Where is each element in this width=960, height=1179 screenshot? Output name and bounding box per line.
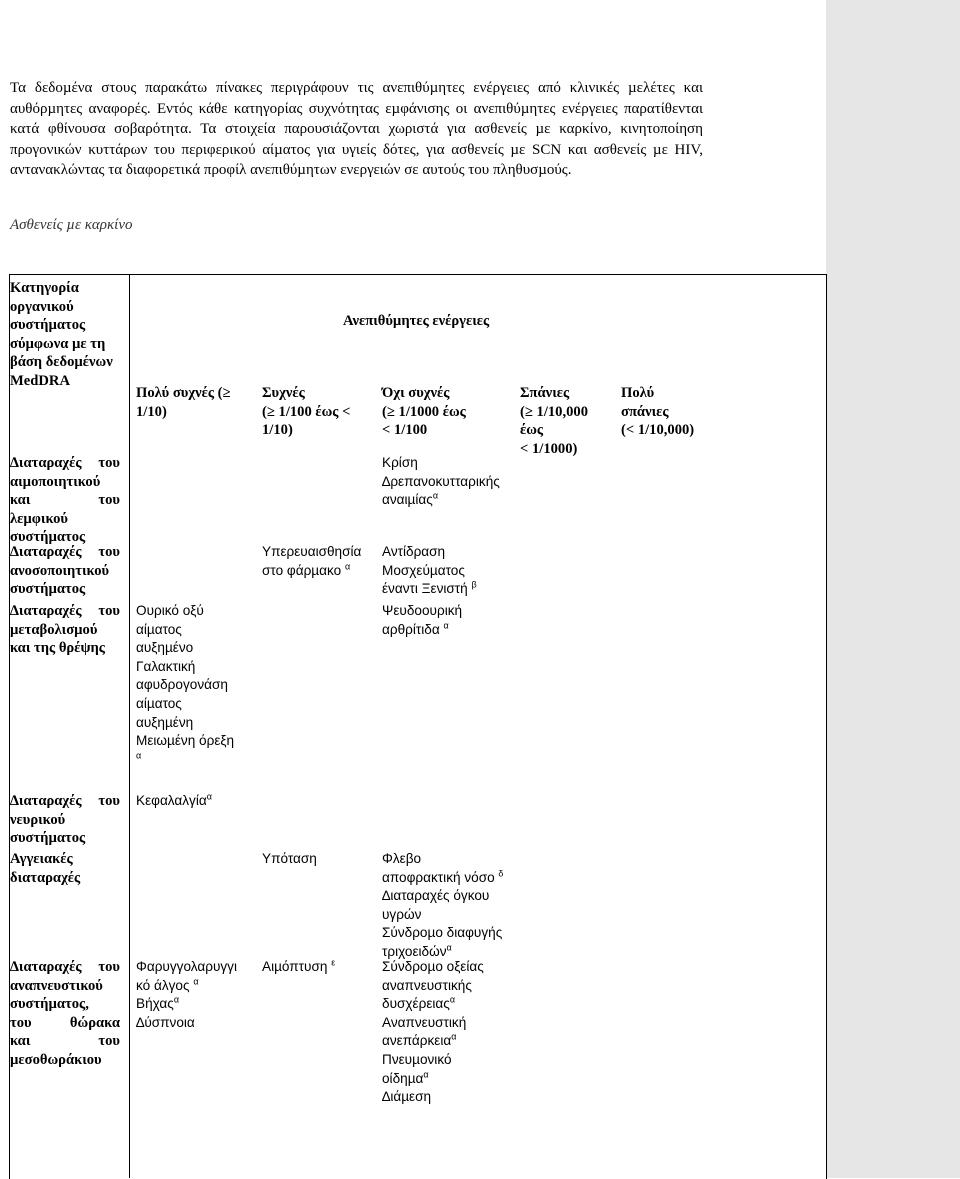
ae-line: αυξηµένο: [136, 640, 194, 656]
header-line: 1/10): [262, 422, 293, 439]
table-divider: [129, 274, 130, 1178]
footnote-mark: β: [471, 579, 477, 590]
ae-line: Αναπνευστική: [382, 1014, 467, 1030]
metabolism-very-common: [136, 602, 234, 769]
soc-line: νευρικού: [10, 811, 66, 828]
footnote-mark: α: [344, 561, 351, 572]
ae-text: οίδηµα: [382, 1070, 424, 1086]
vascular-common: [262, 850, 317, 869]
ae-text: έναντι Ξενιστή: [382, 581, 468, 597]
ae-text: ανεπάρκεια: [382, 1033, 452, 1049]
intro-paragraph: Τα δεδοµένα στους παρακάτω πίνακες περιγράφουν τις ανεπιθύµητες ενέργειες από κλινικές µελέτες και αυθόρµητες αναφορές. Εντός κάθε κατηγορίας συχνότητας εµφάνισης οι ανεπιθύµητες ενέργειες παρατίθενται κατά φθίνουσα σοβαρότητα. Τα στοιχεία παρουσιάζονται χωριστά για ασθενείς µε καρκίνο, κινητοποίηση προγονικών κυττάρων του περιφερικού αίµατος για υγιείς δότες, για ασθενείς µε SCN και ασθενείς µε HIV, αντανακλώντας τα διαφορετικά προφίλ ανεπιθύµητων ενεργειών σε αυτούς του πληθυσµούς.: [10, 80, 703, 179]
ae-line: Φαρυγγολαρυγγι: [136, 959, 237, 974]
soc-line: του θώρακα: [10, 1014, 120, 1031]
ae-line: [382, 995, 484, 1014]
header-line: 1/10): [136, 403, 167, 420]
header-line: (≥ 1/100 έως <: [262, 403, 351, 420]
footnote-mark: α: [136, 750, 142, 761]
footnote-mark: α: [451, 1031, 457, 1042]
frequency-rare-header: [520, 384, 612, 458]
soc-vascular: [10, 850, 120, 887]
respiratory-common: [262, 958, 335, 977]
ae-line: Ψευδοουρική: [382, 603, 463, 618]
ae-line: [382, 869, 503, 888]
vascular-uncommon: [382, 850, 503, 962]
ae-line: [382, 491, 500, 510]
header-line: < 1/1000): [520, 440, 578, 457]
footnote-mark: α: [446, 942, 452, 953]
ae-line: Υπερευαισθησία: [262, 544, 362, 559]
header-line: Πολύ: [621, 385, 655, 401]
soc-immune: [10, 543, 120, 599]
soc-line: αιµοποιητικού: [10, 473, 101, 490]
ae-line: Κρίση: [382, 455, 418, 470]
frequency-uncommon-header: [382, 384, 507, 440]
ae-line: Μειωµένη όρεξη: [136, 733, 235, 749]
soc-header-line: Κατηγορία: [10, 280, 79, 296]
soc-line: µεσοθωράκιου: [10, 1051, 102, 1068]
ae-line: αίµατος: [136, 621, 182, 637]
ae-line: [136, 792, 212, 811]
header-line: Σπάνιες: [520, 385, 570, 401]
ae-text: κό άλγος: [136, 977, 190, 993]
soc-nervous: [10, 792, 120, 848]
ae-text: αρθρίτιδα: [382, 621, 440, 637]
soc-header-line: σύµφωνα µε τη: [10, 335, 106, 352]
ae-text: αποφρακτική νόσο: [382, 869, 495, 885]
soc-header: [10, 279, 122, 391]
ae-text: στο φάρµακο: [262, 562, 342, 578]
ae-line: ∆ιαταραχές όγκου: [382, 888, 490, 904]
ae-line: [382, 1070, 484, 1089]
frequency-very-rare-header: [621, 384, 721, 440]
footnote-mark: α: [443, 620, 449, 631]
ae-text: Αιµόπτυση: [262, 959, 328, 974]
respiratory-very-common: [136, 958, 237, 1032]
ae-line: [262, 562, 361, 581]
soc-line: διαταραχές: [10, 869, 81, 886]
soc-line: αναπνευστικού: [10, 977, 103, 994]
ae-line: [382, 1032, 484, 1051]
ae-line: ∆ιάµεση: [382, 1089, 432, 1105]
ae-line: αίµατος: [136, 695, 182, 711]
soc-line: συστήµατος: [10, 830, 86, 847]
section-subtitle: Ασθενείς µε καρκίνο: [10, 217, 133, 233]
soc-line: ανοσοποιητικού: [10, 562, 110, 579]
ae-text: τριχοειδών: [382, 943, 447, 959]
soc-line: µεταβολισµού: [10, 621, 98, 638]
immune-common: [262, 543, 361, 580]
header-line: (≥ 1/10,000: [520, 403, 589, 420]
header-line: Πολύ συχνές (≥: [136, 385, 231, 401]
header-line: < 1/100: [382, 422, 428, 439]
ae-line: Φλεβο: [382, 851, 422, 866]
header-line: (≥ 1/1000 έως: [382, 403, 466, 420]
ae-line: αναπνευστικής: [382, 977, 472, 993]
ae-line: Υπόταση: [262, 851, 317, 866]
ae-line: Μοσχεύµατος: [382, 562, 465, 578]
ae-line: Γαλακτική: [136, 658, 196, 674]
soc-line: και του: [10, 1033, 120, 1050]
soc-line: Αγγειακές: [10, 851, 73, 867]
soc-line: λεµφικού: [10, 510, 68, 527]
blood-uncommon: [382, 454, 500, 510]
ae-line: [136, 751, 234, 770]
metabolism-uncommon: [382, 602, 462, 639]
ae-line: υγρών: [382, 906, 422, 922]
comment-margin: [826, 0, 960, 1178]
footnote-mark: α: [193, 976, 199, 987]
frequency-very-common-header: [136, 384, 254, 421]
footnote-mark: α: [206, 791, 212, 802]
soc-header-line: συστήµατος: [10, 317, 86, 334]
header-line: (< 1/10,000): [621, 422, 695, 439]
footnote-mark: α: [173, 994, 180, 1005]
soc-line: ∆ιαταραχές του: [10, 793, 120, 809]
footnote-mark: δ: [498, 868, 504, 879]
header-line: σπάνιες: [621, 403, 669, 420]
footnote-mark: α: [432, 490, 439, 501]
soc-line: συστήµατος: [10, 529, 86, 546]
soc-line: ∆ιαταραχές του: [10, 544, 120, 560]
soc-line: και της θρέψης: [10, 640, 105, 657]
ae-line: Σύνδροµο οξείας: [382, 959, 484, 974]
soc-respiratory: [10, 958, 120, 1070]
soc-line: ∆ιαταραχές του: [10, 455, 120, 471]
respiratory-uncommon: [382, 958, 484, 1107]
footnote-mark: α: [449, 994, 456, 1005]
soc-header-line: βάση δεδοµένων: [10, 354, 113, 371]
footnote-mark: ε: [331, 957, 336, 968]
ae-line: Σύνδροµο διαφυγής: [382, 925, 503, 941]
soc-metabolism: [10, 602, 120, 658]
ae-text: αναιµίας: [382, 492, 433, 508]
soc-line: ∆ιαταραχές του: [10, 603, 120, 619]
ae-line: αυξηµένη: [136, 714, 194, 730]
soc-line: συστήµατος: [10, 581, 86, 598]
ae-line: [382, 580, 477, 599]
ae-text: δυσχέρειας: [382, 996, 450, 1012]
ae-line: Πνευµονικό: [382, 1051, 452, 1067]
ae-line: [136, 995, 237, 1014]
soc-header-line: οργανικού: [10, 298, 74, 315]
soc-blood: [10, 454, 120, 547]
header-line: Όχι συχνές: [382, 385, 450, 401]
header-line: Συχνές: [262, 385, 305, 401]
nervous-very-common: [136, 792, 212, 811]
ae-line: ∆ρεπανοκυτταρικής: [382, 473, 500, 489]
soc-line: και του: [10, 492, 120, 509]
frequency-common-header: [262, 384, 372, 440]
footnote-mark: α: [423, 1069, 429, 1080]
header-line: έως: [520, 422, 544, 439]
ae-line: [262, 958, 335, 977]
ae-line: αφυδρογονάση: [136, 677, 228, 693]
ae-line: ∆ύσπνοια: [136, 1014, 195, 1030]
ae-line: [382, 621, 462, 640]
ae-text: Κεφαλαλγία: [136, 793, 207, 808]
soc-line: συστήµατος,: [10, 996, 89, 1013]
soc-line: ∆ιαταραχές του: [10, 959, 120, 975]
ae-header: Ανεπιθύµητες ενέργειες: [343, 313, 490, 329]
immune-uncommon: [382, 543, 477, 599]
ae-text: Βήχας: [136, 996, 174, 1012]
soc-header-line: MedDRA: [10, 372, 70, 389]
ae-line: Ουρικό οξύ: [136, 603, 204, 618]
ae-line: [136, 977, 237, 996]
ae-line: Αντίδραση: [382, 544, 446, 559]
